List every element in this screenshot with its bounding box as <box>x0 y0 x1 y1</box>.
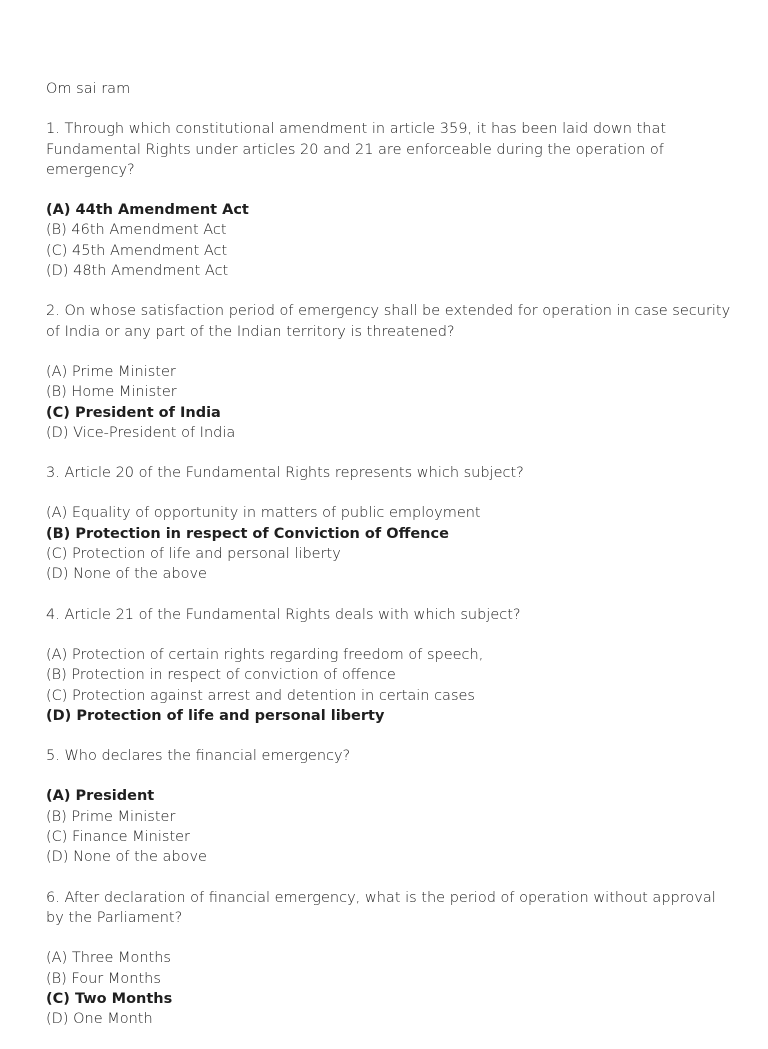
answer-options <box>46 948 736 1029</box>
answer-option: (C) Protection of life and personal liberty <box>46 546 341 563</box>
answer-option: (A) Prime Minister <box>46 363 176 380</box>
answer-option: (D) Vice-President of India <box>46 424 236 441</box>
answer-option: (B) Home Minister <box>46 384 177 401</box>
answer-options <box>46 362 736 443</box>
answer-options <box>46 645 736 726</box>
question-text: 4. Article 21 of the Fundamental Rights deals with which subject? <box>46 606 521 623</box>
question-block <box>46 463 736 584</box>
document-heading: Om sai ram <box>46 81 131 97</box>
answer-options <box>46 503 736 584</box>
question-block <box>46 301 736 443</box>
question-block <box>46 119 736 281</box>
answer-option: (B) Prime Minister <box>46 808 176 825</box>
answer-option: (D) None of the above <box>46 566 207 583</box>
correct-answer-option: (B) Protection in respect of Conviction of Offence <box>46 525 449 542</box>
correct-answer-option: (A) President <box>46 788 155 805</box>
question-text: 5. Who declares the financial emergency? <box>46 748 351 765</box>
question-text: 6. After declaration of financial emergency, what is the period of operation without approval by the Parliament? <box>46 889 716 926</box>
answer-option: (D) None of the above <box>46 849 207 866</box>
answer-option: (A) Protection of certain rights regarding freedom of speech, <box>46 646 484 663</box>
answer-option: (C) Protection against arrest and detention in certain cases <box>46 687 475 704</box>
correct-answer-option: (D) Protection of life and personal liberty <box>46 707 385 724</box>
question-block <box>46 888 736 1030</box>
question-text: 3. Article 20 of the Fundamental Rights represents which subject? <box>46 465 524 482</box>
question-text: 2. On whose satisfaction period of emergency shall be extended for operation in case security of India or any part of the Indian territory is threatened? <box>46 303 731 340</box>
answer-options <box>46 786 736 867</box>
answer-option: (C) 45th Amendment Act <box>46 242 228 259</box>
document-page <box>46 79 736 1049</box>
question-block <box>46 605 736 726</box>
answer-option: (B) Protection in respect of conviction of offence <box>46 667 396 684</box>
correct-answer-option: (C) President of India <box>46 404 221 421</box>
answer-option: (C) Finance Minister <box>46 829 191 846</box>
answer-option: (A) Equality of opportunity in matters of public employment <box>46 505 481 522</box>
question-text: 1. Through which constitutional amendment in article 359, it has been laid down that Fundamental Rights under articles 20 and 21 are enforceable during the operation of emergency? <box>46 121 667 178</box>
question-list <box>46 119 736 1029</box>
correct-answer-option: (C) Two Months <box>46 990 173 1007</box>
correct-answer-option: (A) 44th Amendment Act <box>46 202 249 219</box>
answer-option: (D) 48th Amendment Act <box>46 263 229 280</box>
question-block <box>46 746 736 867</box>
answer-option: (A) Three Months <box>46 950 171 967</box>
answer-options <box>46 200 736 281</box>
answer-option: (B) Four Months <box>46 970 161 987</box>
answer-option: (B) 46th Amendment Act <box>46 222 227 239</box>
answer-option: (D) One Month <box>46 1011 153 1028</box>
